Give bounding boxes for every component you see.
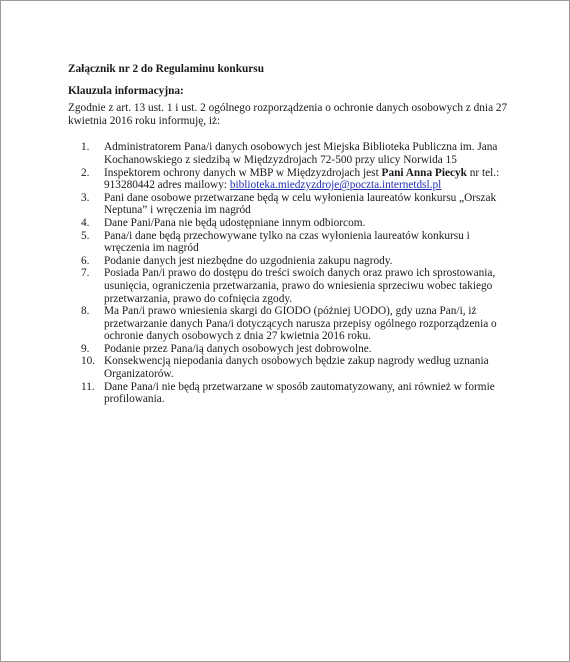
- list-item-text: Posiada Pan/i prawo do dostępu do treści swoich danych oraz prawo ich sprostowania, usunięcia, ograniczenia przetwarzania, prawo do wniesienia sprzeciwu wobec takiego przetwarzania, prawo do cofnięcia zgody.: [104, 267, 496, 305]
- list-item-number: 5.: [81, 229, 90, 242]
- list-item-number: 9.: [81, 342, 90, 355]
- list-item: [68, 343, 518, 356]
- list-item-number: 10.: [81, 355, 96, 368]
- list-item: [68, 141, 518, 166]
- intro-paragraph: Zgodnie z art. 13 ust. 1 i ust. 2 ogólnego rozporządzenia o ochronie danych osobowych z dnia 27 kwietnia 2016 roku informuję, iż:: [68, 102, 508, 127]
- list-item-number: 11.: [81, 380, 95, 393]
- document-title: Załącznik nr 2 do Regulaminu konkursu: [68, 63, 264, 75]
- dpo-text-before: Inspektorem ochrony danych w MBP w Międzyzdrojach jest: [104, 166, 382, 179]
- list-item-text: Administratorem Pana/i danych osobowych jest Miejska Biblioteka Publiczna im. Jana Kochanowskiego z siedzibą w Międzyzdrojach 72-500 przy ulicy Norwida 15: [104, 141, 498, 166]
- list-item-number: 3.: [81, 191, 90, 204]
- list-item-text: Pana/i dane będą przechowywane tylko na czas wyłonienia laureatów konkursu i wręczenia im nagród: [104, 229, 470, 255]
- clause-list: [68, 141, 518, 405]
- list-item-text: Konsekwencją niepodania danych osobowych będzie zakup nagrody według uznania Organizatorów.: [104, 355, 489, 381]
- list-item: [68, 255, 518, 268]
- list-item: [68, 217, 518, 230]
- list-item: [68, 305, 518, 343]
- list-item-number: 2.: [81, 166, 90, 179]
- list-item: [68, 355, 518, 380]
- list-item-number: 1.: [81, 141, 90, 154]
- list-item-text: Dane Pani/Pana nie będą udostępniane innym odbiorcom.: [104, 216, 366, 229]
- list-item: [68, 192, 518, 217]
- list-item-text: Podanie danych jest niezbędne do uzgodnienia zakupu nagrody.: [104, 254, 393, 267]
- list-item: [68, 167, 518, 192]
- email-link[interactable]: biblioteka.miedzyzdroje@poczta.internetdsl.pl: [229, 179, 442, 192]
- list-item-number: 8.: [81, 305, 90, 318]
- list-item-text: Ma Pan/i prawo wniesienia skargi do GIODO (póżniej UODO), gdy uzna Pan/i, iż przetwarzanie danych Pana/i dotyczących narusza przepisy ogólnego rozporządzenia o ochronie danych osobowych z dnia 27 kwietnia 2016 roku.: [104, 305, 497, 343]
- document-subtitle: Klauzula informacyjna:: [68, 84, 184, 97]
- document-content: [68, 63, 518, 406]
- list-item-text: Podanie przez Pana/ią danych osobowych jest dobrowolne.: [104, 342, 372, 355]
- list-item-number: 7.: [81, 267, 90, 280]
- list-item-text: Dane Pana/i nie będą przetwarzane w sposób zautomatyzowany, ani również w formie profilowania.: [104, 380, 495, 406]
- list-item-number: 6.: [81, 254, 90, 267]
- dpo-name: Pani Anna Piecyk: [381, 166, 467, 179]
- list-item-text: Pani dane osobowe przetwarzane będą w celu wyłonienia laureatów konkursu „Orszak Neptuna” i wręczenia im nagród: [104, 191, 497, 217]
- list-item: [68, 267, 518, 305]
- list-item-number: 4.: [81, 216, 90, 229]
- list-item-text: [104, 167, 499, 192]
- dpo-text-middle: nr tel.: 913280442 adres mailowy:: [104, 166, 500, 192]
- list-item: [68, 230, 518, 255]
- list-item: [68, 381, 518, 406]
